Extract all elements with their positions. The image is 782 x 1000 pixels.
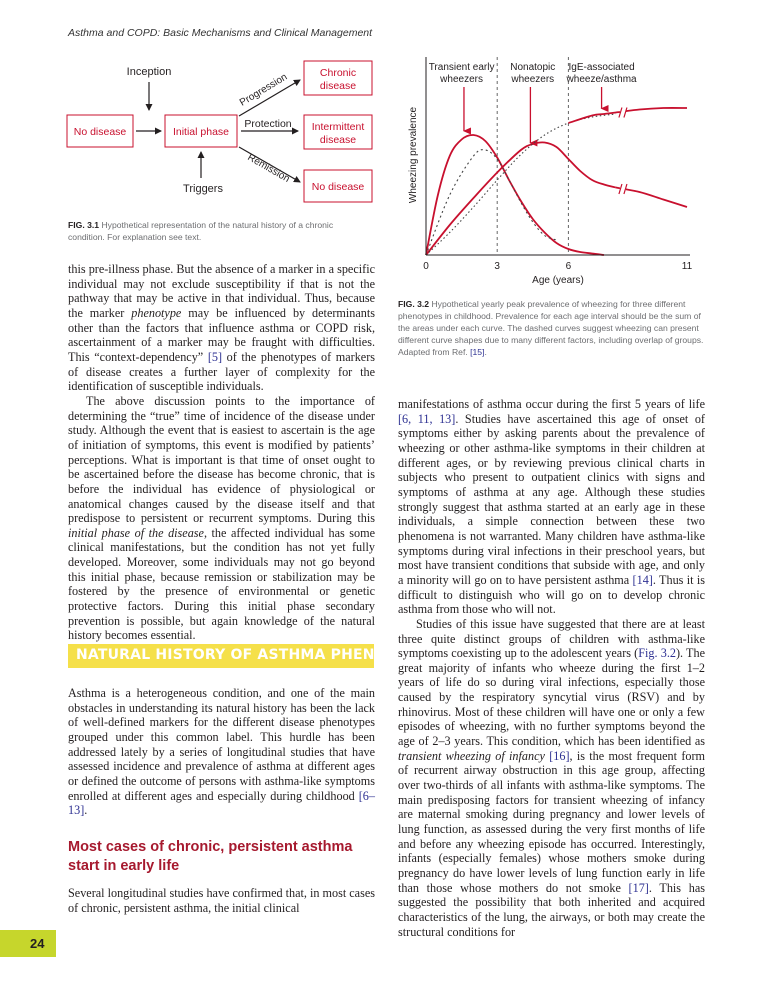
lp2-b: , the affected individual has some clinical manifestations, but the condition has not yet fully developed. Moreover, some individuals may not go beyond this initial phase, because remission or stabilization may be fostered by the presence of environmental or genetic protective factors. During this initial phase secondary prevention is possible, but again knowledge of the natural history becomes essential. <box>68 525 375 643</box>
fig-3-2-caption-end: . <box>484 347 487 357</box>
x-tick-0: 0 <box>423 261 429 272</box>
left-paragraph-2 <box>68 394 375 643</box>
triggers-label: Triggers <box>183 183 223 195</box>
fig-3-1-diagram <box>64 58 384 208</box>
fig-3-2-caption-ref[interactable]: [15] <box>470 347 485 357</box>
rp2-b: ). The great majority of infants who wheeze during the first 1–2 years of life do so during viral infections, especially those caused by the respiratory syncytial virus (RSV) and by rhinovirus. Most of these children will have one or only a few episodes of wheezing, with no further symptoms beyond the age of 2–3 years. This condition, which has been identified as <box>398 646 705 749</box>
x-tick-1: 3 <box>494 261 500 272</box>
intermittent-disease-line2: disease <box>319 134 357 146</box>
running-head: Asthma and COPD: Basic Mechanisms and Clinical Management <box>68 27 373 39</box>
subheading: Most cases of chronic, persistent asthma start in early life <box>68 839 353 874</box>
lp3-ref[interactable]: [6–13] <box>68 788 375 818</box>
right-column <box>398 397 705 939</box>
protection-label: Protection <box>244 118 292 130</box>
left-paragraph-1 <box>68 262 375 394</box>
right-paragraph-1 <box>398 397 705 617</box>
group-label-1-line2: wheezers <box>511 74 555 85</box>
lp3-b: . <box>84 803 88 818</box>
curve-2-solid <box>426 142 616 255</box>
remission-label: Remission <box>245 152 292 185</box>
fig-3-2-caption <box>398 298 708 358</box>
intermittent-disease-line1: Intermittent <box>311 121 365 133</box>
rp2-fig-ref[interactable]: Fig. 3.2 <box>638 646 676 661</box>
chronic-disease-line2: disease <box>319 80 357 92</box>
rp2-twi: transient wheezing of infancy <box>398 748 545 763</box>
group-label-2-line1: IgE-associated <box>568 62 635 73</box>
rp2-e: . This has suggested the possibility that both inherited and acquired characteristics of the lung, the airways, or both may create the structural conditions for <box>398 880 705 939</box>
no-disease-right-label: No disease <box>311 181 365 193</box>
x-tick-2: 6 <box>565 261 572 272</box>
left-column-bottom <box>68 886 375 915</box>
rp1-a: manifestations of asthma occur during the first 5 years of life <box>398 397 705 411</box>
group-label-1-line1: Nonatopic <box>510 62 556 73</box>
x-tick-3: 11 <box>681 261 693 272</box>
left-paragraph-4: Several longitudinal studies have confirmed that, in most cases of chronic, persistent asthma, the initial clinical <box>68 886 375 915</box>
section-heading-band <box>68 644 438 668</box>
rp1-ref2[interactable]: [14] <box>632 572 653 587</box>
rp2-ref17[interactable]: [17] <box>628 880 649 895</box>
right-paragraph-2 <box>398 617 705 939</box>
fig-3-2-caption-text: Hypothetical yearly peak prevalence of wheezing for three different phenotypes in childhood. Prevalence for each age interval should be the sum of the areas under each curve. The dashed curves suggest wheezing can present different curve shapes due to many different factors, including overlap of groups. Adapted from Ref. <box>398 299 704 357</box>
chronic-disease-line1: Chronic <box>319 67 357 79</box>
inception-label: Inception <box>126 66 172 78</box>
lp2-a: The above discussion points to the importance of determining the “true” time of incidence of the disease under study. Although the event that is easiest to ascertain is the age of initiation of symptoms, this event is modified by patients’ perceptions. What is important is that time of onset ought to be ascertained before the disease has become chronic, that is before the individual has evidence of physiological or anatomical changes caused by the disease itself and that predispose to persistent or recurrent symptoms. During this <box>68 393 375 526</box>
lp2-initial-phase: initial phase of the disease <box>68 525 204 540</box>
rp1-c: . Thus it is difficult to distinguish who will go on to develop chronic asthma from those who will not. <box>398 572 705 617</box>
progression-label: Progression <box>237 71 290 109</box>
page-number-tab <box>0 930 56 957</box>
left-paragraph-3 <box>68 686 375 818</box>
group-label-0-line1: Transient early <box>428 62 495 73</box>
x-axis-label: Age (years) <box>532 275 584 286</box>
curve-4-solid <box>568 108 687 123</box>
fig-3-2-caption-label: FIG. 3.2 <box>398 299 430 309</box>
no-disease-left-label: No disease <box>73 126 127 138</box>
lp1-b: may be influenced by determinants other than the factors that influence asthma or COPD risk, ascertainment of a marker may be fraught with difficulties. This “context-dependency” <box>68 305 375 364</box>
rp1-ref1[interactable]: [6, 11, 13] <box>398 411 456 426</box>
curve-0-solid <box>426 135 604 255</box>
left-column-top <box>68 262 375 643</box>
lp1-phenotype: phenotype <box>131 305 182 320</box>
rp1-b: . Studies have ascertained this age of onset of symptoms either by asking parents about the prevalence of wheezing or other asthma-like symptoms in their children at different ages, or by reviewing previous clinical charts in subjects who present to outpatient clinics with signs and symptoms of asthma at any age. Although these studies strongly suggest that asthma started at an early age in these individuals, a simple connection between these two phenomena is not warranted. Many children have asthma-like symptoms during viral infections in their preschool years, but most have transient conditions that subside with age, and only a minority will go on to have persistent asthma <box>398 411 705 587</box>
fig-3-1-caption-text: Hypothetical representation of the natural history of a chronic condition. For explanation see text. <box>68 220 334 242</box>
fig-3-2-chart <box>400 55 710 290</box>
group-label-2-line2: wheeze/asthma <box>566 74 637 85</box>
curve-5-solid <box>616 188 687 208</box>
fig-3-1-caption <box>68 219 368 243</box>
page-number: 24 <box>30 936 45 951</box>
group-label-0-line2: wheezers <box>440 74 483 85</box>
left-column-mid <box>68 686 375 818</box>
rp2-a: Studies of this issue have suggested that there are at least three quite distinct groups of children with asthma-like symptoms coexisting up to the adolescent years ( <box>398 616 705 661</box>
lp3-a: Asthma is a heterogeneous condition, and one of the main obstacles in understanding its natural history has been the lack of well-defined markers for the different disease phenotypes grouped under this common label. This hurdle has been addressed lately by a series of longitudinal studies that have assessed incidence and prevalence of asthma at different ages or defined the outcome of persons with asthma-like symptoms enrolled at different ages and especially during childhood <box>68 686 375 803</box>
initial-phase-label: Initial phase <box>172 126 230 138</box>
rp2-ref16[interactable]: [16] <box>549 748 570 763</box>
y-axis-label: Wheezing prevalence <box>408 106 419 204</box>
fig-3-1-caption-label: FIG. 3.1 <box>68 220 100 230</box>
lp1-c: of the phenotypes of markers of disease creates a further layer of complexity for the identification of susceptible individuals. <box>68 349 375 394</box>
rp2-d: , is the most frequent form of recurrent airway obstruction in this age group, affecting over two-thirds of all infants with asthma-like symptoms. The main predisposing factors for transient wheezing of infancy are maternal smoking during pregnancy and lower levels of lung function, as assessed during the very first months of life and before any wheezing episode has occurred. Interestingly, infants (especially females) whose mothers smoke during pregnancy do have lower levels of lung function early in life than those whose mothers do not smoke <box>398 748 706 895</box>
lp1-ref5[interactable]: [5] <box>207 349 223 364</box>
lp1-a: this pre-illness phase. But the absence of a marker in a specific individual may not exclude susceptibility if that is not the pathway that may be active in that individual. Thus, because the marker <box>68 262 375 320</box>
section-heading: NATURAL HISTORY OF ASTHMA PHENOTYPES <box>76 647 438 663</box>
